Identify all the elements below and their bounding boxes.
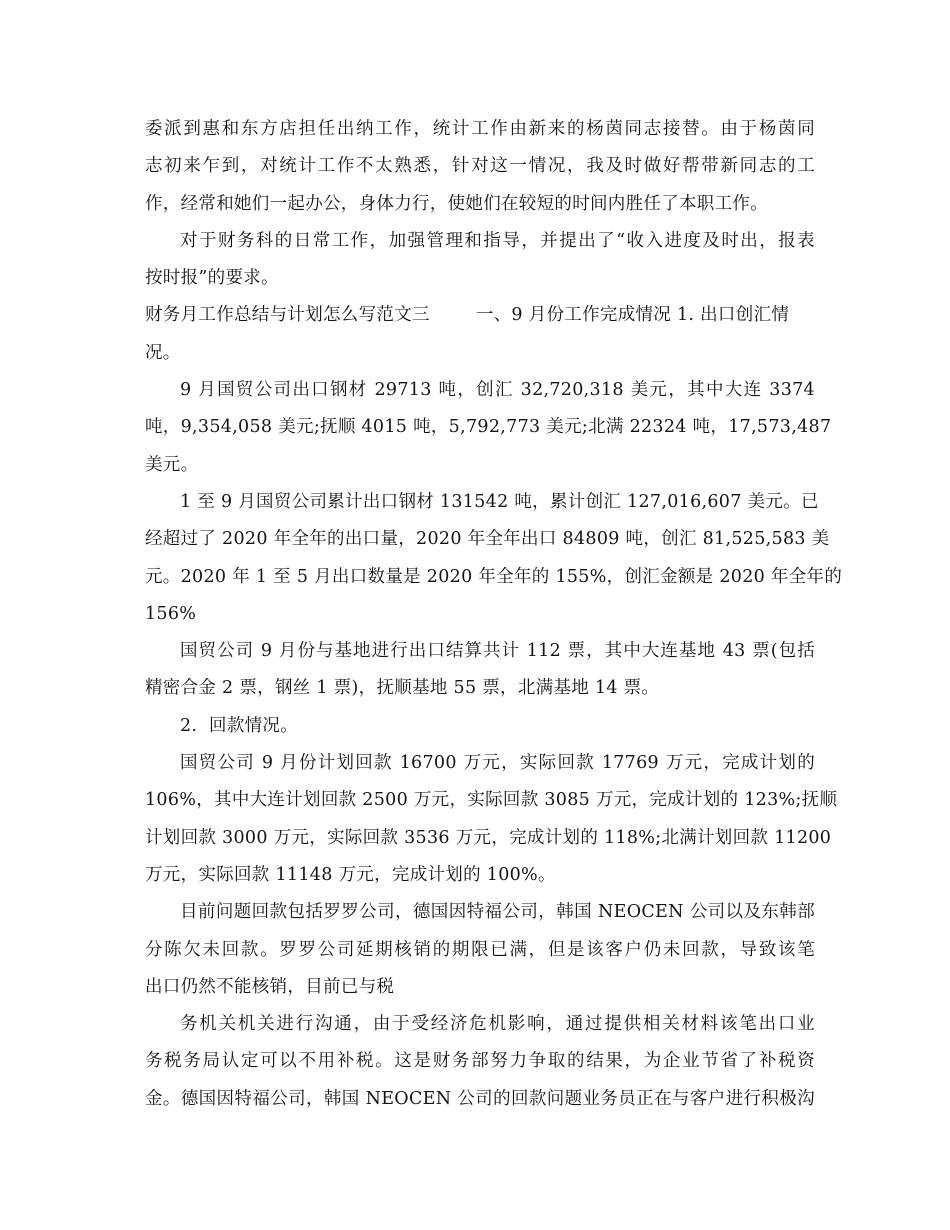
text-line: 元。2020 年 1 至 5 月出口数量是 2020 年全年的 155%，创汇金额是 2020 年全年的 <box>145 566 843 587</box>
heading-row <box>145 297 815 334</box>
document-page <box>145 111 843 1118</box>
text-line: 金。德国因特福公司，韩国 NEOCEN 公司的回款问题业务员正在与客户进行积极沟 <box>145 1088 815 1109</box>
paragraph-september-exports <box>145 372 832 484</box>
text-line: 计划回款 3000 万元，实际回款 3536 万元，完成计划的 118%;北满计划回款 11200 <box>145 827 832 848</box>
text-line: 2. 回款情况。 <box>180 715 299 736</box>
heading-section-start: 一、9 月份工作完成情况 1. 出口创汇情 <box>475 305 790 326</box>
paragraph-settlement <box>145 633 815 708</box>
paragraph-stats-handover <box>145 111 815 223</box>
text-line: 106%，其中大连计划回款 2500 万元，实际回款 3085 万元，完成计划的 123%;抚顺 <box>145 790 838 811</box>
text-line: 万元，实际回款 11148 万元，完成计划的 100%。 <box>145 864 556 885</box>
paragraph-problem-payments <box>145 894 815 1006</box>
paragraph-payment-plan <box>145 745 838 894</box>
text-line: 国贸公司 9 月份与基地进行出口结算共计 112 票，其中大连基地 43 票(包括 <box>180 641 815 662</box>
paragraph-cumulative-exports <box>145 484 843 633</box>
heading-title: 财务月工作总结与计划怎么写范文三 <box>145 305 430 326</box>
text-line: 精密合金 2 票，钢丝 1 票)，抚顺基地 55 票，北满基地 14 票。 <box>145 678 660 699</box>
text-line: 志初来乍到，对统计工作不太熟悉，针对这一情况，我及时做好帮带新同志的工 <box>145 156 815 177</box>
text-line: 吨，9,354,058 美元;抚顺 4015 吨，5,792,773 美元;北满 22324 吨，17,573,487 <box>145 417 832 438</box>
text-line: 作，经常和她们一起办公，身体力行，使她们在较短的时间内胜任了本职工作。 <box>145 193 768 214</box>
text-line: 经超过了 2020 年全年的出口量，2020 年全年出口 84809 吨，创汇 81,525,583 美 <box>145 529 830 550</box>
subheading-payment-collection <box>145 708 815 745</box>
text-line: 国贸公司 9 月份计划回款 16700 万元，实际回款 17769 万元，完成计划的 <box>180 753 815 774</box>
heading-continuation: 况。 <box>145 342 181 363</box>
text-line: 美元。 <box>145 454 199 475</box>
text-line: 务税务局认定可以不用补税。这是财务部努力争取的结果，为企业节省了补税资 <box>145 1051 815 1072</box>
text-line: 目前问题回款包括罗罗公司，德国因特福公司，韩国 NEOCEN 公司以及东韩部 <box>180 902 815 923</box>
text-line: 分陈欠未回款。罗罗公司延期核销的期限已满，但是该客户仍未回款，导致该笔 <box>145 939 815 960</box>
paragraph-daily-work <box>145 223 815 298</box>
text-line: 对于财务科的日常工作，加强管理和指导，并提出了“收入进度及时出，报表 <box>180 230 815 251</box>
text-line: 出口仍然不能核销，目前已与税 <box>145 976 395 997</box>
section-heading <box>145 297 815 372</box>
text-line: 9 月国贸公司出口钢材 29713 吨，创汇 32,720,318 美元，其中大连 3374 <box>180 380 815 401</box>
text-line: 156% <box>145 603 197 624</box>
text-line: 按时报”的要求。 <box>145 268 279 289</box>
text-line: 务机关机关进行沟通，由于受经济危机影响，通过提供相关材料该笔出口业 <box>180 1014 815 1035</box>
text-line: 1 至 9 月国贸公司累计出口钢材 131542 吨，累计创汇 127,016,607 美元。已 <box>180 491 819 512</box>
text-line: 委派到惠和东方店担任出纳工作，统计工作由新来的杨茵同志接替。由于杨茵同 <box>145 119 815 139</box>
paragraph-tax-authority <box>145 1006 815 1118</box>
